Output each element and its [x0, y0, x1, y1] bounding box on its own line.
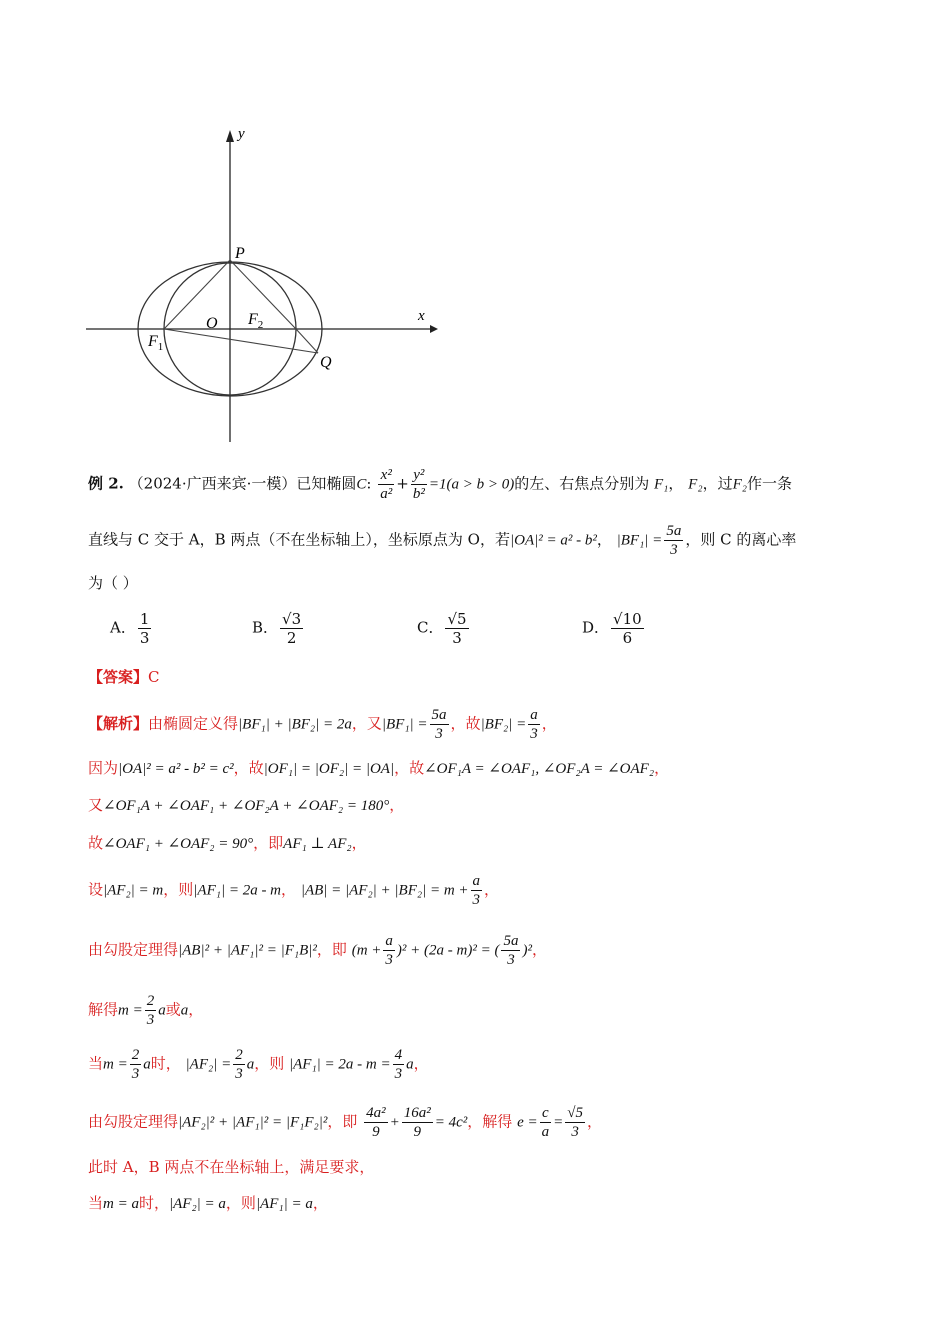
ellipse-condition: =1(a > b > 0)	[428, 476, 515, 493]
label-f1: $F_1$	[148, 333, 164, 353]
x-axis-arrow	[430, 325, 438, 333]
problem-text-line2b: ，则 C 的离心率	[685, 530, 797, 549]
option-a-label: A．	[110, 618, 136, 637]
option-d-value: $\frac{√10}{6}$	[613, 610, 642, 647]
solution-line-8: 当m = $\frac{2}{3}$ a时， |AF₂| = $\frac{2}{3}$ a，则 |AF₁| = 2a - m = $\frac{4}{3}$ a，	[88, 1047, 429, 1082]
problem-number: 例 2.	[88, 474, 124, 493]
fraction-y2-b2: $\frac{\text{y²}}{\text{b²}}$	[412, 467, 425, 502]
problem-text-1: 的左、右焦点分别为	[514, 474, 650, 493]
option-c-label: C．	[417, 618, 444, 637]
solution-line-7: 解得m = $\frac{2}{3}$ a或a，	[88, 993, 204, 1028]
answer-line	[88, 666, 160, 688]
option-b-label: B．	[252, 618, 279, 637]
label-x: x	[418, 308, 425, 324]
problem-source: （2024·广西来宾·一模）已知椭圆	[128, 474, 357, 493]
solution-line-5: 设|AF₂| = m，则|AF₁| = 2a - m， |AB| = |AF₂| + |BF₂| = m + $\frac{a}{3}$ ，	[88, 873, 500, 908]
option-a[interactable]	[110, 610, 153, 647]
option-c-value: $\frac{√5}{3}$	[447, 610, 467, 647]
label-p: P	[235, 245, 245, 262]
oa-condition: |OA|² = a² - b²	[509, 532, 597, 549]
problem-line-3: 为（ ）	[88, 574, 138, 592]
option-d[interactable]	[582, 610, 646, 647]
solution-line-2: 因为|OA|² = a² - b² = c²，故|OF₁| = |OF₂| = |OA|，故∠OF₁A = ∠OAF₁, ∠OF₂A = ∠OAF₂，	[88, 759, 670, 777]
fraction-5a-3: $\frac{5a}{3}$	[666, 523, 682, 558]
option-c[interactable]	[417, 610, 471, 647]
problem-text-3: 作一条	[746, 474, 792, 493]
focus-f2: F₂	[688, 476, 703, 493]
label-f2: $F_2$	[248, 311, 264, 331]
solution-line-10: 此时 A，B 两点不在坐标轴上，满足要求，	[88, 1158, 375, 1176]
bf1-lhs: |BF₁| =	[616, 532, 663, 549]
solution-line-11: 当m = a时，|AF₂| = a，则|AF₁| = a，	[88, 1194, 328, 1212]
problem-text-line2: 直线与 C 交于 A，B 两点（不在坐标轴上），坐标原点为 O，若	[88, 530, 510, 549]
solution-line-3: 又∠OF₁A + ∠OAF₁ + ∠OF₂A + ∠OAF₂ = 180°，	[88, 796, 405, 814]
solution-line-9: 由勾股定理得|AF₂|² + |AF₁|² = |F₁F₂|²，即 $\frac{\text{4a²}}{9}$ + $\frac{\text{16a²}}{9}$ = 4c²，解得 e = $\frac{c}{a}$ = $\frac{√5}{3}$ ，	[88, 1105, 602, 1140]
ellipse-name: C	[356, 476, 367, 493]
label-y: y	[238, 126, 245, 142]
label-o: O	[206, 315, 218, 332]
solution-line-6: 由勾股定理得|AB|² + |AF₁|² = |F₁B|²，即 (m + $\frac{a}{3}$ )² + (2a - m)² = ( $\frac{5a}{3}$ )²，	[88, 933, 547, 968]
option-a-value: $\frac{1}{3}$	[139, 610, 150, 647]
option-b[interactable]	[252, 610, 305, 647]
problem-line-1: 例 2. （2024·广西来宾·一模）已知椭圆C: $\frac{\text{x²}}{\text{a²}}$ + $\frac{\text{y²}}{\text{b²}}$ =1(a > b > 0)的左、右焦点分别为 F₁， F₂，过F₂作一条	[88, 467, 792, 502]
problem-line-2: 直线与 C 交于 A，B 两点（不在坐标轴上），坐标原点为 O，若|OA|² = a² - b²， |BF₁| = $\frac{5a}{3}$ ，则 C 的离心率	[88, 523, 797, 558]
line-f2-q	[296, 329, 318, 353]
focus-f2-b: F₂	[732, 476, 747, 493]
fraction-x2-a2: $\frac{\text{x²}}{\text{a²}}$	[380, 467, 393, 502]
label-q: Q	[320, 354, 332, 371]
solution-line-1: 【解析】由椭圆定义得|BF₁| + |BF₂| = 2a，又|BF₁| = $\frac{5a}{3}$ ，故|BF₂| = $\frac{a}{3}$ ，	[88, 707, 557, 742]
problem-text-2: ，过	[702, 474, 733, 493]
focus-f1: F₁	[653, 476, 669, 493]
ellipse-figure	[80, 120, 440, 450]
option-b-value: $\frac{√3}{2}$	[282, 610, 302, 647]
solution-line-4: 故∠OAF₁ + ∠OAF₂ = 90°，即AF₁ ⊥ AF₂，	[88, 834, 367, 852]
answer-tag: 【答案】	[88, 668, 149, 686]
y-axis-arrow	[226, 130, 234, 142]
option-d-label: D．	[582, 618, 610, 637]
answer-value: C	[148, 668, 160, 686]
solution-tag: 【解析】	[88, 714, 149, 733]
